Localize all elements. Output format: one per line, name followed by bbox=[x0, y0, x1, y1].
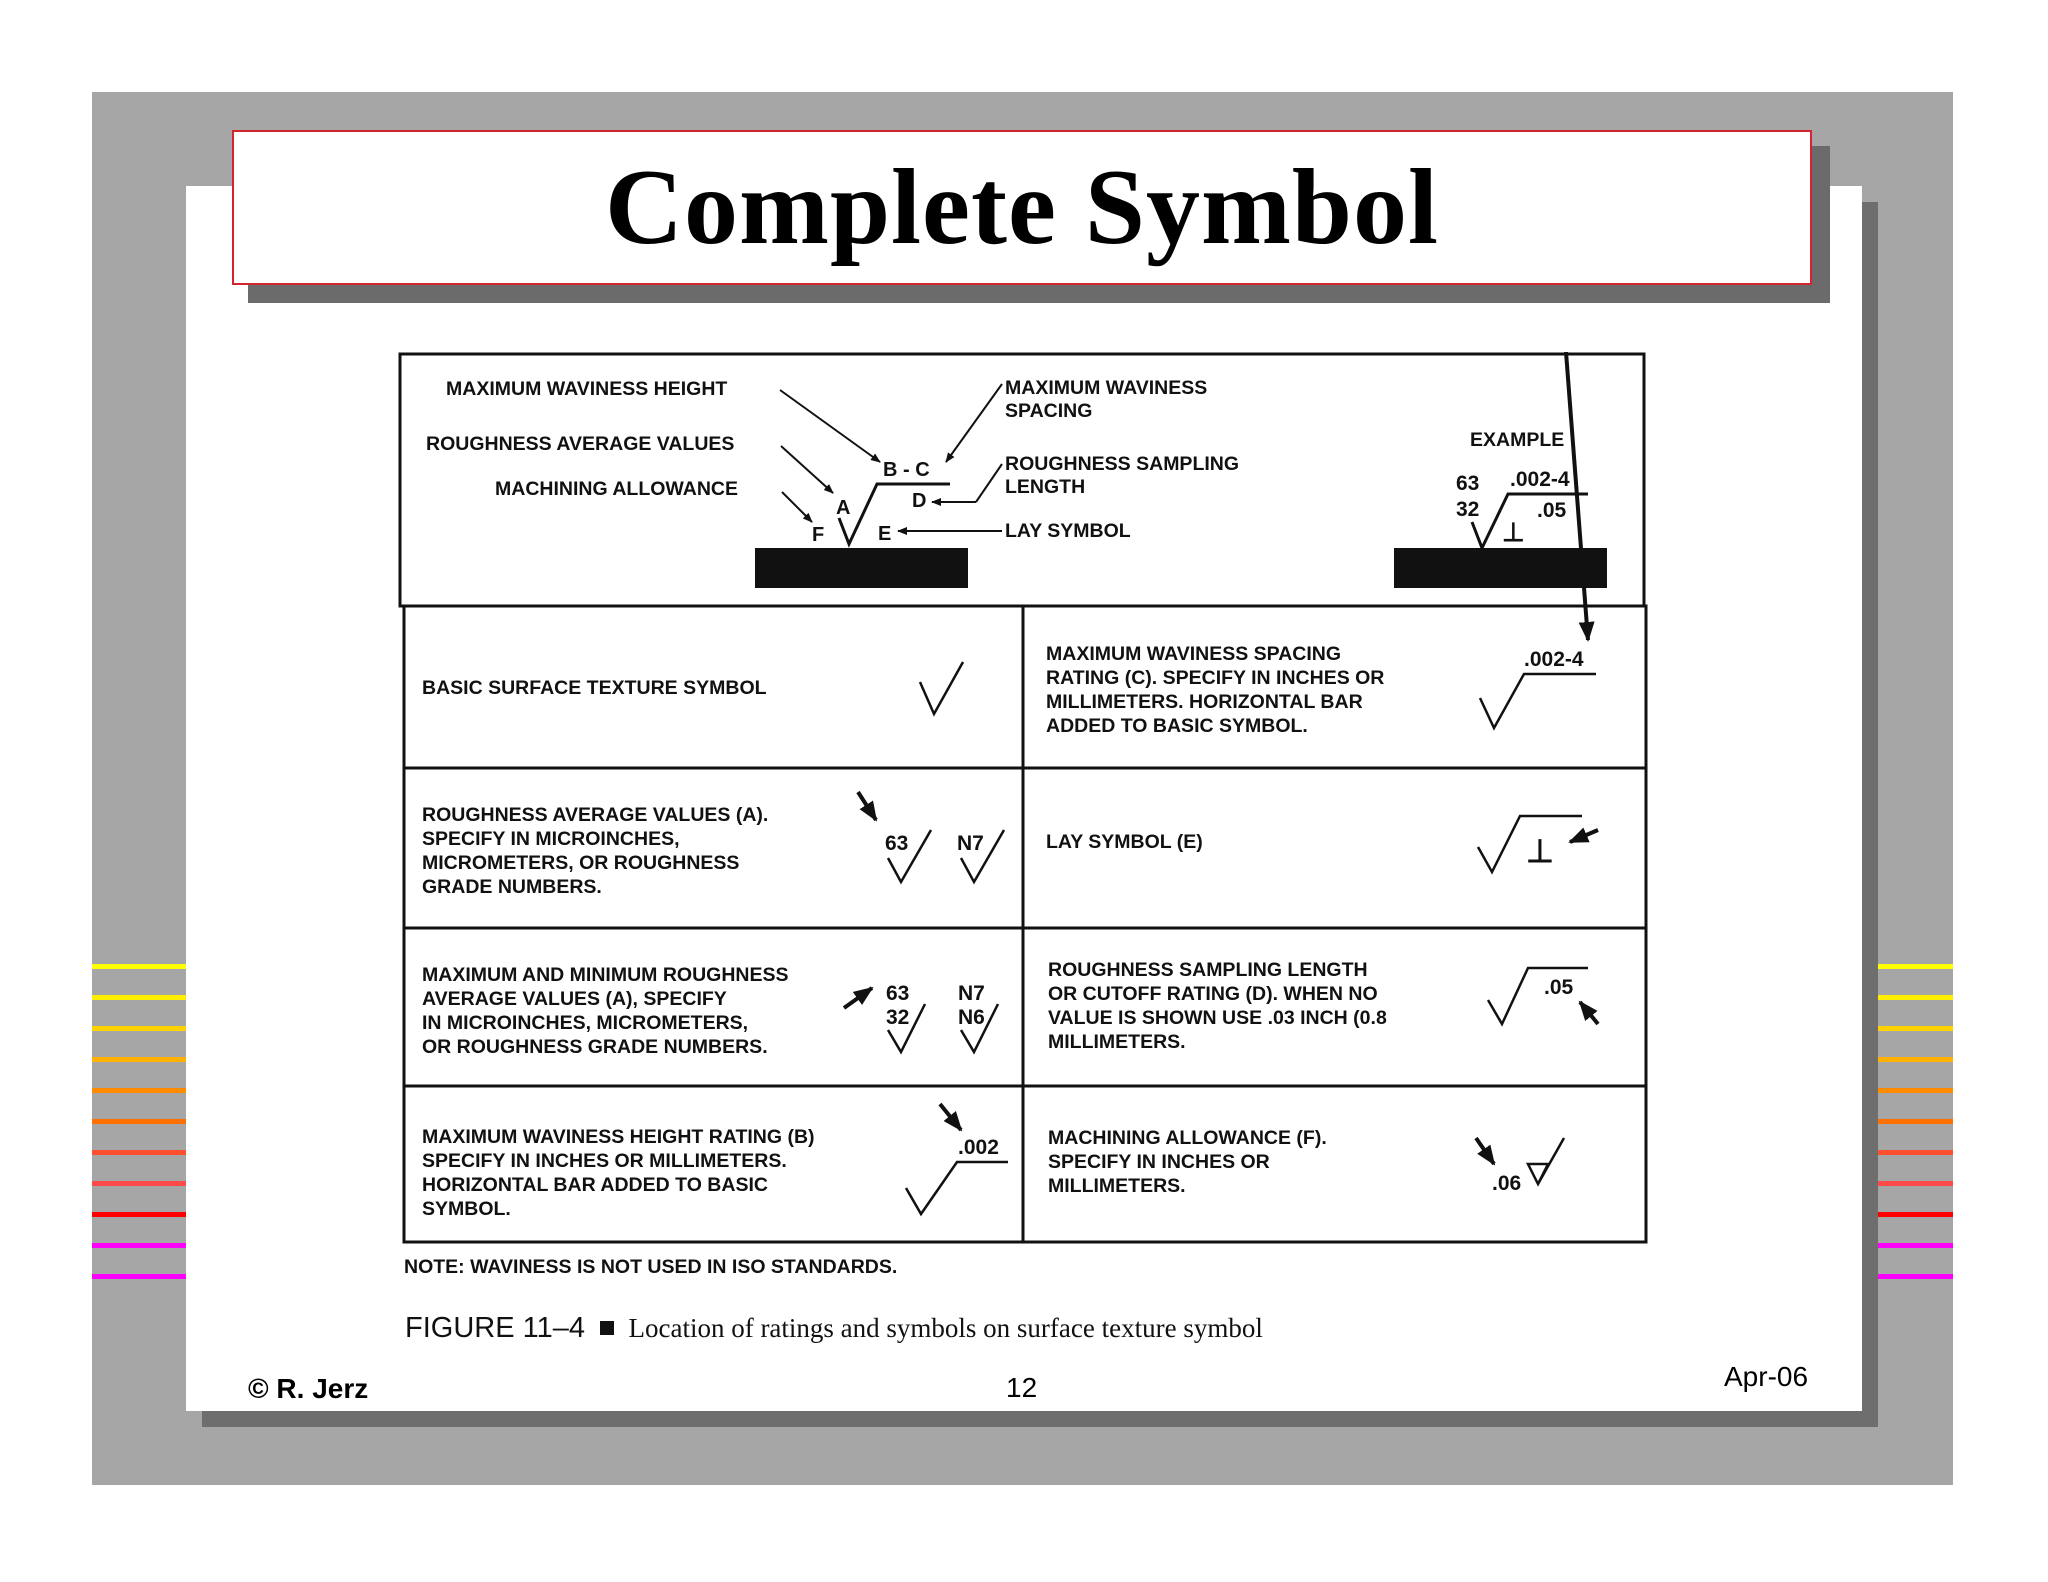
decorative-stripe bbox=[92, 995, 186, 1000]
decorative-stripe bbox=[1878, 1181, 1953, 1186]
decorative-stripe bbox=[92, 1150, 186, 1155]
arrow-machining bbox=[1476, 1138, 1494, 1164]
surface-texture-figure bbox=[398, 352, 1654, 1252]
footer-copyright: © R. Jerz bbox=[248, 1373, 369, 1404]
leader-sampling bbox=[976, 464, 1002, 502]
decorative-stripe bbox=[1878, 1150, 1953, 1155]
cell-lay-line-1: LAY SYMBOL (E) bbox=[1046, 831, 1203, 853]
arrow-max-min bbox=[844, 988, 872, 1008]
leader-waviness-height bbox=[780, 390, 880, 462]
arrow-sampling bbox=[1580, 1002, 1598, 1024]
value-roughness-n7: N7 bbox=[957, 832, 984, 855]
cell-waviness-spacing-line-3: MILLIMETERS. HORIZONTAL BAR bbox=[1046, 691, 1363, 713]
cell-max-min-line-4: OR ROUGHNESS GRADE NUMBERS. bbox=[422, 1036, 768, 1058]
decorative-stripe bbox=[92, 1119, 186, 1124]
caption-text: Location of ratings and symbols on surface texture symbol bbox=[628, 1313, 1263, 1343]
decorative-stripe bbox=[1878, 1212, 1953, 1217]
label-max-waviness-spacing-1: MAXIMUM WAVINESS bbox=[1005, 377, 1208, 399]
letter-d: D bbox=[912, 490, 927, 512]
leader-waviness-spacing bbox=[946, 384, 1002, 462]
symbol-waviness-spacing-check bbox=[1480, 674, 1596, 728]
cell-waviness-height-line-3: HORIZONTAL BAR ADDED TO BASIC bbox=[422, 1174, 768, 1196]
letter-f: F bbox=[812, 524, 825, 546]
arrow-waviness-height bbox=[940, 1104, 961, 1130]
top-panel-leaders bbox=[780, 384, 1002, 531]
footer-page-number: 12 bbox=[1006, 1372, 1038, 1403]
decorative-stripe bbox=[1878, 1088, 1953, 1093]
example-waviness: .002-4 bbox=[1510, 468, 1570, 491]
value-waviness-spacing: .002-4 bbox=[1524, 648, 1584, 671]
decorative-stripe bbox=[1878, 1057, 1953, 1062]
label-lay-symbol: LAY SYMBOL bbox=[1005, 520, 1131, 542]
label-machining-allowance: MACHINING ALLOWANCE bbox=[495, 478, 739, 500]
label-roughness-average-values: ROUGHNESS AVERAGE VALUES bbox=[426, 433, 735, 455]
cell-machining-line-2: SPECIFY IN INCHES OR bbox=[1048, 1151, 1270, 1173]
leader-roughness-avg bbox=[781, 446, 833, 493]
value-max-min-n7: N7 bbox=[958, 982, 985, 1005]
footer-date: Apr-06 bbox=[1724, 1361, 1809, 1392]
decorative-stripe bbox=[92, 1057, 186, 1062]
cell-machining-line-1: MACHINING ALLOWANCE (F). bbox=[1048, 1127, 1327, 1149]
cell-text bbox=[422, 643, 1387, 1220]
symbol-basic-check bbox=[920, 662, 963, 714]
example-sampling: .05 bbox=[1537, 499, 1567, 522]
decorative-stripe bbox=[92, 1243, 186, 1248]
cell-roughness-avg-line-3: MICROMETERS, OR ROUGHNESS bbox=[422, 852, 740, 874]
decorative-stripe bbox=[1878, 1119, 1953, 1124]
value-max-min-32: 32 bbox=[886, 1006, 910, 1029]
arrow-lay bbox=[1570, 830, 1598, 842]
value-waviness-height: .002 bbox=[958, 1136, 999, 1159]
arrow-waviness-spacing bbox=[1566, 352, 1588, 640]
caption-figure-number: FIGURE 11–4 bbox=[405, 1312, 585, 1344]
slide-title: Complete Symbol bbox=[605, 147, 1439, 267]
cell-roughness-avg-line-1: ROUGHNESS AVERAGE VALUES (A). bbox=[422, 804, 769, 826]
cell-sampling-line-4: MILLIMETERS. bbox=[1048, 1031, 1186, 1053]
cell-sampling-line-3: VALUE IS SHOWN USE .03 INCH (0.8 bbox=[1048, 1007, 1387, 1029]
cell-max-min-line-1: MAXIMUM AND MINIMUM ROUGHNESS bbox=[422, 964, 789, 986]
decorative-stripe bbox=[1878, 1026, 1953, 1031]
decorative-stripe bbox=[92, 1274, 186, 1279]
cell-waviness-spacing-line-4: ADDED TO BASIC SYMBOL. bbox=[1046, 715, 1308, 737]
decorative-stripe bbox=[1878, 1243, 1953, 1248]
cell-max-min-line-3: IN MICROINCHES, MICROMETERS, bbox=[422, 1012, 749, 1034]
cell-waviness-height-line-1: MAXIMUM WAVINESS HEIGHT RATING (B) bbox=[422, 1126, 815, 1148]
surface-block-right bbox=[1394, 548, 1607, 588]
letter-bc: B - C bbox=[883, 459, 930, 481]
symbol-machining-check bbox=[1538, 1138, 1564, 1184]
value-machining: .06 bbox=[1492, 1172, 1522, 1195]
figure-note-text: NOTE: WAVINESS IS NOT USED IN ISO STANDARDS. bbox=[404, 1256, 898, 1278]
cell-basic-line-1: BASIC SURFACE TEXTURE SYMBOL bbox=[422, 677, 767, 699]
example-ra-min: 32 bbox=[1456, 498, 1480, 521]
decorative-stripe bbox=[92, 1212, 186, 1217]
top-panel-labels bbox=[426, 377, 1564, 542]
cell-waviness-spacing-line-1: MAXIMUM WAVINESS SPACING bbox=[1046, 643, 1342, 665]
cell-sampling-line-2: OR CUTOFF RATING (D). WHEN NO bbox=[1048, 983, 1378, 1005]
label-roughness-sampling-2: LENGTH bbox=[1005, 476, 1086, 498]
cell-max-min-line-2: AVERAGE VALUES (A), SPECIFY bbox=[422, 988, 727, 1010]
value-max-min-63: 63 bbox=[886, 982, 910, 1005]
value-sampling: .05 bbox=[1544, 976, 1574, 999]
cell-roughness-avg-line-4: GRADE NUMBERS. bbox=[422, 876, 602, 898]
decorative-stripe bbox=[1878, 1274, 1953, 1279]
cell-waviness-spacing-line-2: RATING (C). SPECIFY IN INCHES OR bbox=[1046, 667, 1385, 689]
label-roughness-sampling-1: ROUGHNESS SAMPLING bbox=[1005, 453, 1240, 475]
cell-waviness-height-line-2: SPECIFY IN INCHES OR MILLIMETERS. bbox=[422, 1150, 787, 1172]
example-lay: ⊥ bbox=[1502, 517, 1525, 547]
arrow-roughness-avg bbox=[858, 792, 876, 820]
decorative-stripe bbox=[1878, 964, 1953, 969]
decorative-stripe bbox=[92, 1181, 186, 1186]
main-texture-symbol bbox=[755, 459, 968, 588]
surface-block-left bbox=[755, 548, 968, 588]
cell-waviness-height-line-4: SYMBOL. bbox=[422, 1198, 511, 1220]
decorative-stripe bbox=[92, 964, 186, 969]
decorative-stripe bbox=[92, 1026, 186, 1031]
figure-caption bbox=[405, 1312, 1263, 1345]
label-example: EXAMPLE bbox=[1470, 429, 1565, 451]
example-ra-max: 63 bbox=[1456, 472, 1480, 495]
label-max-waviness-spacing-2: SPACING bbox=[1005, 400, 1093, 422]
check-symbol-main bbox=[839, 484, 950, 544]
value-max-min-n6: N6 bbox=[958, 1006, 985, 1029]
decorative-stripe bbox=[92, 1088, 186, 1093]
caption-bullet bbox=[600, 1321, 614, 1335]
decorative-stripe bbox=[1878, 995, 1953, 1000]
check-symbol-example bbox=[1472, 494, 1588, 548]
value-roughness-63: 63 bbox=[885, 832, 909, 855]
cell-sampling-line-1: ROUGHNESS SAMPLING LENGTH bbox=[1048, 959, 1368, 981]
symbol-waviness-height-check bbox=[906, 1162, 1008, 1214]
leader-machining bbox=[782, 492, 812, 522]
value-lay: ⊥ bbox=[1526, 833, 1554, 869]
cell-machining-line-3: MILLIMETERS. bbox=[1048, 1175, 1186, 1197]
title-box bbox=[232, 130, 1812, 285]
letter-a: A bbox=[836, 497, 851, 519]
cell-roughness-avg-line-2: SPECIFY IN MICROINCHES, bbox=[422, 828, 680, 850]
letter-e: E bbox=[878, 523, 892, 545]
label-max-waviness-height: MAXIMUM WAVINESS HEIGHT bbox=[446, 378, 728, 400]
